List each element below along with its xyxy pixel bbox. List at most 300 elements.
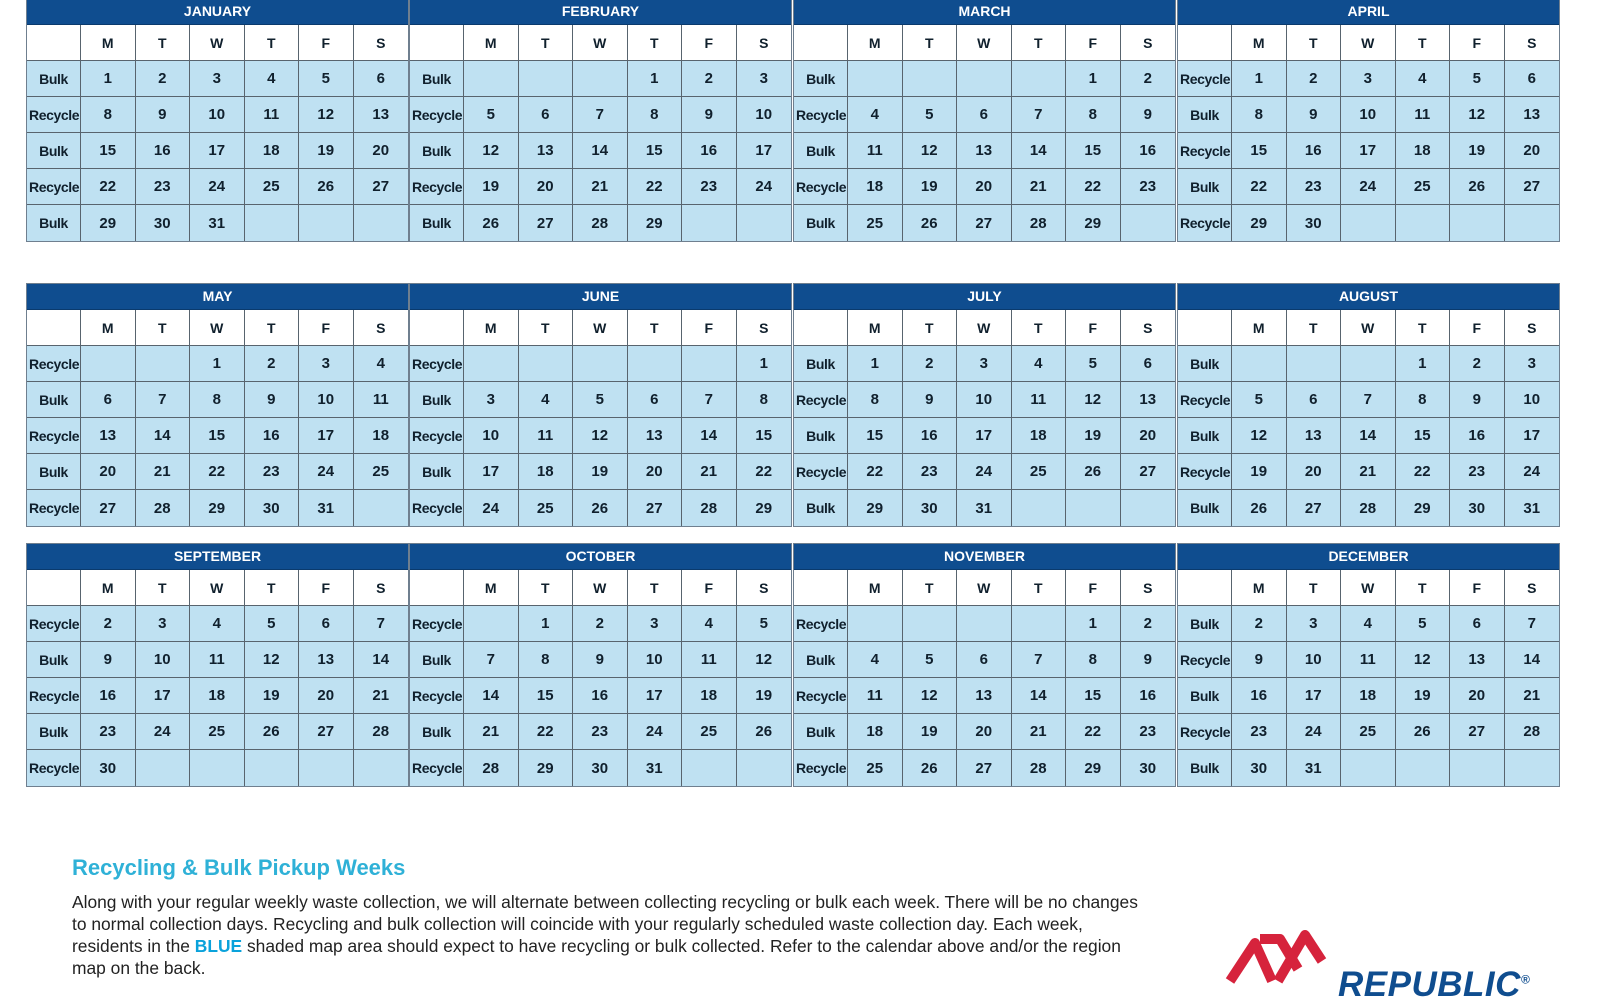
pickup-type-label: Bulk <box>1178 678 1232 714</box>
pickup-type-label: Recycle <box>794 169 848 205</box>
date-cell: 31 <box>1505 490 1560 526</box>
date-cell: 27 <box>81 490 136 526</box>
pickup-type-label: Recycle <box>794 454 848 490</box>
date-cell: 6 <box>81 382 136 418</box>
date-cell: 7 <box>1505 606 1560 642</box>
month-grid <box>1178 570 1559 786</box>
day-header: W <box>957 25 1012 61</box>
pickup-type-label: Bulk <box>27 714 81 750</box>
date-cell: 5 <box>903 642 958 678</box>
date-cell <box>1505 205 1560 241</box>
date-cell: 13 <box>299 642 354 678</box>
pickup-type-label: Bulk <box>27 454 81 490</box>
day-header: F <box>682 310 737 346</box>
date-cell: 11 <box>190 642 245 678</box>
pickup-type-label: Bulk <box>794 642 848 678</box>
date-cell: 19 <box>299 133 354 169</box>
date-cell: 4 <box>519 382 574 418</box>
day-header: M <box>81 570 136 606</box>
date-cell <box>628 346 683 382</box>
day-header: F <box>1066 25 1121 61</box>
date-cell: 16 <box>1232 678 1287 714</box>
date-cell <box>1012 606 1067 642</box>
date-cell: 16 <box>1121 133 1176 169</box>
month-august <box>1177 283 1560 527</box>
date-cell: 31 <box>190 205 245 241</box>
date-cell: 5 <box>903 97 958 133</box>
date-cell: 12 <box>573 418 628 454</box>
date-cell: 16 <box>136 133 191 169</box>
date-cell: 29 <box>519 750 574 786</box>
date-cell <box>464 61 519 97</box>
pickup-type-label: Bulk <box>410 205 464 241</box>
pickup-type-label: Recycle <box>794 97 848 133</box>
day-header: F <box>1066 310 1121 346</box>
date-cell: 13 <box>519 133 574 169</box>
date-cell: 20 <box>1121 418 1176 454</box>
date-cell: 23 <box>1450 454 1505 490</box>
date-cell: 4 <box>848 642 903 678</box>
date-cell: 24 <box>136 714 191 750</box>
month-title: JULY <box>794 284 1175 310</box>
date-cell: 3 <box>737 61 792 97</box>
date-cell: 29 <box>1066 205 1121 241</box>
date-cell: 26 <box>464 205 519 241</box>
pickup-type-label: Bulk <box>794 418 848 454</box>
date-cell: 7 <box>1012 642 1067 678</box>
date-cell: 6 <box>519 97 574 133</box>
republic-logo <box>1220 935 1550 1000</box>
month-grid <box>27 570 408 786</box>
date-cell: 1 <box>1066 606 1121 642</box>
pickup-type-label: Recycle <box>1178 714 1232 750</box>
date-cell: 20 <box>628 454 683 490</box>
date-cell: 25 <box>190 714 245 750</box>
corner-cell <box>794 570 848 606</box>
date-cell <box>464 606 519 642</box>
date-cell: 27 <box>1121 454 1176 490</box>
date-cell <box>245 205 300 241</box>
date-cell: 1 <box>737 346 792 382</box>
date-cell: 4 <box>354 346 409 382</box>
day-header: S <box>354 25 409 61</box>
pickup-type-label: Bulk <box>794 205 848 241</box>
date-cell: 24 <box>737 169 792 205</box>
pickup-type-label: Bulk <box>1178 418 1232 454</box>
day-header: W <box>190 310 245 346</box>
date-cell: 7 <box>354 606 409 642</box>
day-header: T <box>136 310 191 346</box>
day-header: T <box>1287 310 1342 346</box>
date-cell: 22 <box>1232 169 1287 205</box>
month-grid <box>1178 25 1559 241</box>
date-cell: 16 <box>903 418 958 454</box>
month-january <box>26 0 409 242</box>
pickup-type-label: Bulk <box>27 382 81 418</box>
date-cell: 15 <box>519 678 574 714</box>
date-cell: 12 <box>464 133 519 169</box>
date-cell: 12 <box>1396 642 1451 678</box>
date-cell <box>682 346 737 382</box>
date-cell: 26 <box>903 205 958 241</box>
date-cell: 6 <box>299 606 354 642</box>
date-cell: 21 <box>1012 169 1067 205</box>
month-title: APRIL <box>1178 0 1559 25</box>
date-cell: 22 <box>81 169 136 205</box>
date-cell: 3 <box>1287 606 1342 642</box>
date-cell: 20 <box>957 714 1012 750</box>
date-cell <box>1450 750 1505 786</box>
corner-cell <box>1178 310 1232 346</box>
date-cell: 24 <box>464 490 519 526</box>
day-header: T <box>1287 25 1342 61</box>
date-cell: 28 <box>354 714 409 750</box>
pickup-type-label: Recycle <box>410 346 464 382</box>
date-cell <box>354 205 409 241</box>
date-cell: 22 <box>519 714 574 750</box>
date-cell: 12 <box>299 97 354 133</box>
date-cell: 25 <box>1396 169 1451 205</box>
date-cell: 26 <box>573 490 628 526</box>
date-cell: 11 <box>245 97 300 133</box>
date-cell: 8 <box>848 382 903 418</box>
date-cell: 21 <box>1341 454 1396 490</box>
date-cell: 23 <box>1287 169 1342 205</box>
date-cell: 17 <box>464 454 519 490</box>
date-cell: 7 <box>136 382 191 418</box>
date-cell: 18 <box>519 454 574 490</box>
date-cell: 5 <box>464 97 519 133</box>
day-header: M <box>1232 570 1287 606</box>
date-cell: 10 <box>628 642 683 678</box>
corner-cell <box>27 310 81 346</box>
date-cell: 14 <box>1505 642 1560 678</box>
date-cell <box>682 205 737 241</box>
date-cell: 9 <box>81 642 136 678</box>
date-cell <box>519 346 574 382</box>
date-cell: 13 <box>1450 642 1505 678</box>
date-cell: 3 <box>1505 346 1560 382</box>
day-header: S <box>354 310 409 346</box>
day-header: T <box>903 570 958 606</box>
month-grid <box>794 310 1175 526</box>
date-cell <box>519 61 574 97</box>
date-cell: 11 <box>354 382 409 418</box>
day-header: F <box>1066 570 1121 606</box>
date-cell: 1 <box>519 606 574 642</box>
pickup-type-label: Bulk <box>1178 97 1232 133</box>
date-cell: 11 <box>1012 382 1067 418</box>
pickup-type-label: Bulk <box>27 61 81 97</box>
date-cell: 10 <box>190 97 245 133</box>
day-header: W <box>573 310 628 346</box>
day-header: M <box>848 570 903 606</box>
date-cell: 6 <box>1450 606 1505 642</box>
day-header: F <box>1450 310 1505 346</box>
date-cell: 14 <box>464 678 519 714</box>
date-cell: 17 <box>737 133 792 169</box>
date-cell: 16 <box>1450 418 1505 454</box>
date-cell: 18 <box>190 678 245 714</box>
day-header: W <box>957 570 1012 606</box>
pickup-type-label: Recycle <box>410 750 464 786</box>
date-cell: 2 <box>903 346 958 382</box>
info-title: Recycling & Bulk Pickup Weeks <box>72 855 406 880</box>
date-cell: 15 <box>81 133 136 169</box>
pickup-type-label: Bulk <box>410 382 464 418</box>
date-cell: 13 <box>1505 97 1560 133</box>
date-cell: 7 <box>682 382 737 418</box>
day-header: T <box>903 310 958 346</box>
date-cell: 10 <box>464 418 519 454</box>
date-cell: 24 <box>1341 169 1396 205</box>
date-cell: 9 <box>245 382 300 418</box>
date-cell: 24 <box>957 454 1012 490</box>
date-cell: 2 <box>1287 61 1342 97</box>
date-cell: 9 <box>1450 382 1505 418</box>
date-cell: 6 <box>1505 61 1560 97</box>
day-header: M <box>848 310 903 346</box>
date-cell: 29 <box>1232 205 1287 241</box>
day-header: T <box>903 25 958 61</box>
date-cell: 16 <box>81 678 136 714</box>
date-cell: 9 <box>1121 97 1176 133</box>
day-header: T <box>519 310 574 346</box>
date-cell <box>682 750 737 786</box>
date-cell: 3 <box>957 346 1012 382</box>
pickup-type-label: Recycle <box>1178 454 1232 490</box>
date-cell: 25 <box>245 169 300 205</box>
date-cell <box>573 346 628 382</box>
date-cell: 23 <box>136 169 191 205</box>
pickup-type-label: Bulk <box>1178 606 1232 642</box>
date-cell: 8 <box>519 642 574 678</box>
date-cell: 17 <box>1505 418 1560 454</box>
date-cell: 20 <box>299 678 354 714</box>
date-cell: 21 <box>354 678 409 714</box>
date-cell: 15 <box>1066 678 1121 714</box>
date-cell: 9 <box>682 97 737 133</box>
date-cell: 29 <box>737 490 792 526</box>
date-cell: 1 <box>190 346 245 382</box>
month-title: AUGUST <box>1178 284 1559 310</box>
date-cell: 10 <box>737 97 792 133</box>
date-cell: 27 <box>1287 490 1342 526</box>
date-cell: 24 <box>1287 714 1342 750</box>
date-cell: 5 <box>1232 382 1287 418</box>
date-cell: 23 <box>682 169 737 205</box>
date-cell: 29 <box>848 490 903 526</box>
pickup-type-label: Bulk <box>794 346 848 382</box>
date-cell: 4 <box>1396 61 1451 97</box>
pickup-type-label: Recycle <box>794 606 848 642</box>
day-header: T <box>1012 310 1067 346</box>
date-cell: 29 <box>81 205 136 241</box>
date-cell: 23 <box>903 454 958 490</box>
date-cell: 25 <box>848 750 903 786</box>
date-cell: 19 <box>737 678 792 714</box>
date-cell: 21 <box>136 454 191 490</box>
date-cell <box>737 750 792 786</box>
date-cell: 15 <box>190 418 245 454</box>
date-cell: 20 <box>354 133 409 169</box>
date-cell: 19 <box>245 678 300 714</box>
date-cell: 6 <box>628 382 683 418</box>
date-cell: 6 <box>354 61 409 97</box>
date-cell: 16 <box>682 133 737 169</box>
date-cell: 19 <box>1066 418 1121 454</box>
date-cell: 5 <box>1450 61 1505 97</box>
pickup-type-label: Recycle <box>410 169 464 205</box>
date-cell: 11 <box>682 642 737 678</box>
date-cell: 8 <box>190 382 245 418</box>
date-cell: 14 <box>1341 418 1396 454</box>
date-cell: 11 <box>519 418 574 454</box>
date-cell: 28 <box>1012 750 1067 786</box>
date-cell: 21 <box>1012 714 1067 750</box>
date-cell: 25 <box>848 205 903 241</box>
date-cell: 30 <box>1121 750 1176 786</box>
day-header: T <box>136 25 191 61</box>
date-cell: 15 <box>1396 418 1451 454</box>
pickup-type-label: Bulk <box>27 205 81 241</box>
info-section <box>72 855 1152 979</box>
pickup-type-label: Bulk <box>410 133 464 169</box>
date-cell: 14 <box>682 418 737 454</box>
date-cell: 16 <box>1121 678 1176 714</box>
date-cell: 22 <box>737 454 792 490</box>
date-cell: 2 <box>1121 61 1176 97</box>
month-may <box>26 283 409 527</box>
date-cell: 30 <box>1450 490 1505 526</box>
day-header: T <box>519 25 574 61</box>
date-cell: 14 <box>1012 133 1067 169</box>
date-cell: 23 <box>1232 714 1287 750</box>
day-header: T <box>628 25 683 61</box>
date-cell: 28 <box>682 490 737 526</box>
date-cell: 1 <box>1232 61 1287 97</box>
date-cell: 1 <box>81 61 136 97</box>
date-cell <box>464 346 519 382</box>
date-cell: 29 <box>190 490 245 526</box>
day-header: W <box>573 25 628 61</box>
date-cell <box>1341 346 1396 382</box>
date-cell <box>1396 205 1451 241</box>
date-cell: 4 <box>245 61 300 97</box>
date-cell: 4 <box>1012 346 1067 382</box>
date-cell <box>848 61 903 97</box>
date-cell: 2 <box>1232 606 1287 642</box>
date-cell: 16 <box>245 418 300 454</box>
date-cell: 10 <box>1287 642 1342 678</box>
day-header: T <box>1012 25 1067 61</box>
day-header: M <box>1232 310 1287 346</box>
day-header: S <box>1121 570 1176 606</box>
date-cell: 23 <box>573 714 628 750</box>
date-cell: 12 <box>1232 418 1287 454</box>
pickup-type-label: Bulk <box>794 133 848 169</box>
date-cell: 22 <box>1066 714 1121 750</box>
date-cell: 9 <box>1121 642 1176 678</box>
pickup-type-label: Bulk <box>1178 346 1232 382</box>
pickup-type-label: Recycle <box>1178 205 1232 241</box>
date-cell: 9 <box>1287 97 1342 133</box>
pickup-type-label: Bulk <box>1178 169 1232 205</box>
date-cell: 11 <box>848 678 903 714</box>
date-cell: 2 <box>682 61 737 97</box>
date-cell: 25 <box>1012 454 1067 490</box>
date-cell: 1 <box>628 61 683 97</box>
date-cell: 18 <box>848 169 903 205</box>
date-cell <box>136 750 191 786</box>
date-cell: 11 <box>1396 97 1451 133</box>
date-cell: 12 <box>1066 382 1121 418</box>
day-header: M <box>464 570 519 606</box>
pickup-type-label: Bulk <box>794 490 848 526</box>
pickup-type-label: Bulk <box>410 454 464 490</box>
corner-cell <box>410 25 464 61</box>
day-header: S <box>737 25 792 61</box>
date-cell: 14 <box>573 133 628 169</box>
date-cell: 8 <box>1066 97 1121 133</box>
date-cell: 27 <box>1450 714 1505 750</box>
date-cell: 22 <box>628 169 683 205</box>
date-cell: 22 <box>848 454 903 490</box>
pickup-type-label: Recycle <box>794 750 848 786</box>
date-cell <box>354 490 409 526</box>
month-april <box>1177 0 1560 242</box>
date-cell: 2 <box>1450 346 1505 382</box>
pickup-type-label: Recycle <box>410 678 464 714</box>
date-cell: 4 <box>1341 606 1396 642</box>
month-november <box>793 543 1176 787</box>
date-cell: 2 <box>1121 606 1176 642</box>
date-cell: 7 <box>573 97 628 133</box>
date-cell: 2 <box>81 606 136 642</box>
date-cell: 22 <box>190 454 245 490</box>
date-cell: 5 <box>737 606 792 642</box>
month-title: MAY <box>27 284 408 310</box>
date-cell <box>190 750 245 786</box>
date-cell: 31 <box>1287 750 1342 786</box>
date-cell: 10 <box>136 642 191 678</box>
date-cell: 3 <box>464 382 519 418</box>
month-title: FEBRUARY <box>410 0 791 25</box>
day-header: T <box>628 570 683 606</box>
date-cell: 26 <box>1232 490 1287 526</box>
date-cell: 21 <box>1505 678 1560 714</box>
month-title: JUNE <box>410 284 791 310</box>
pickup-type-label: Recycle <box>1178 61 1232 97</box>
date-cell <box>299 205 354 241</box>
date-cell <box>299 750 354 786</box>
date-cell: 26 <box>245 714 300 750</box>
date-cell: 14 <box>1012 678 1067 714</box>
month-september <box>26 543 409 787</box>
date-cell: 28 <box>464 750 519 786</box>
date-cell <box>136 346 191 382</box>
date-cell: 17 <box>628 678 683 714</box>
date-cell: 26 <box>299 169 354 205</box>
day-header: F <box>1450 25 1505 61</box>
month-grid <box>410 310 791 526</box>
month-title: DECEMBER <box>1178 544 1559 570</box>
date-cell <box>245 750 300 786</box>
date-cell: 1 <box>1066 61 1121 97</box>
date-cell <box>1121 205 1176 241</box>
date-cell: 13 <box>354 97 409 133</box>
date-cell <box>957 606 1012 642</box>
